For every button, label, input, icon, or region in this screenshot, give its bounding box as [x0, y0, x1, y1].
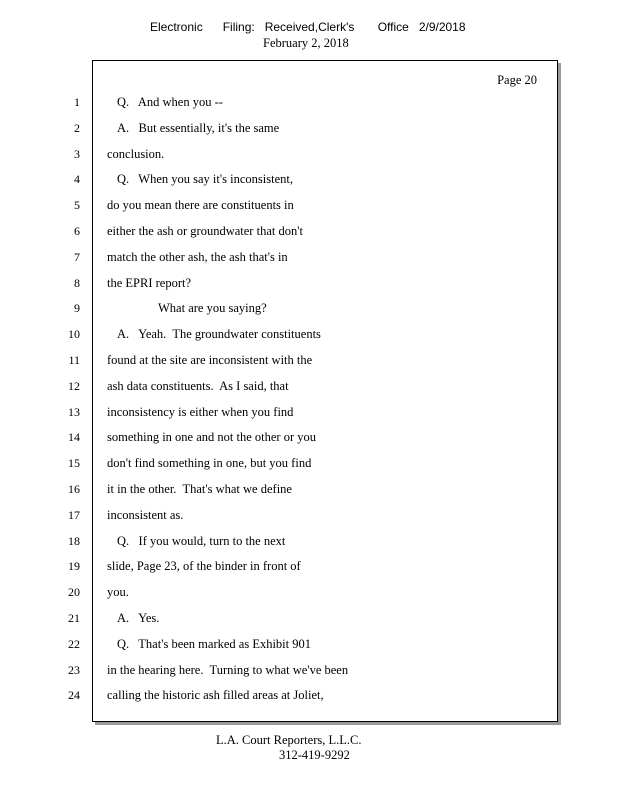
line-number: 23 — [68, 663, 80, 677]
transcript-line: something in one and not the other or you — [107, 430, 316, 444]
transcript-line: it in the other. That's what we define — [107, 482, 292, 496]
transcript-line: A. But essentially, it's the same — [117, 121, 280, 135]
transcript-line: ash data constituents. As I said, that — [107, 379, 289, 393]
transcript-line: match the other ash, the ash that's in — [107, 250, 288, 264]
transcript-line: conclusion. — [107, 147, 165, 161]
line-number: 20 — [68, 585, 80, 599]
line-number: 15 — [68, 456, 80, 470]
transcript-line: inconsistent as. — [107, 508, 184, 522]
line-number: 14 — [68, 430, 80, 444]
line-number: 7 — [74, 250, 80, 264]
line-number: 1 — [74, 95, 80, 109]
transcript-line: Q. That's been marked as Exhibit 901 — [117, 637, 311, 651]
line-number: 22 — [68, 637, 80, 651]
transcript-line: A. Yes. — [117, 611, 160, 625]
line-number: 9 — [74, 301, 80, 315]
line-number: 13 — [68, 405, 80, 419]
line-number: 18 — [68, 534, 80, 548]
page-number: Page 20 — [497, 73, 537, 87]
line-number: 11 — [68, 353, 80, 367]
transcript-date: February 2, 2018 — [263, 36, 349, 50]
line-number: 19 — [68, 559, 80, 573]
transcript-line: Q. If you would, turn to the next — [117, 534, 286, 548]
court-reporter-company: L.A. Court Reporters, L.L.C. — [216, 733, 362, 747]
transcript-line: Q. And when you -- — [117, 95, 223, 109]
transcript-line: What are you saying? — [158, 301, 267, 315]
transcript-line: do you mean there are constituents in — [107, 198, 294, 212]
transcript-line: inconsistency is either when you find — [107, 405, 294, 419]
line-number: 12 — [68, 379, 80, 393]
transcript-line: you. — [107, 585, 129, 599]
line-number: 24 — [68, 688, 80, 702]
line-number: 8 — [74, 276, 80, 290]
line-number: 17 — [68, 508, 80, 522]
line-number: 10 — [68, 327, 80, 341]
transcript-line: A. Yeah. The groundwater constituents — [117, 327, 321, 341]
transcript-line: calling the historic ash filled areas at Joliet, — [107, 688, 324, 702]
transcript-line: found at the site are inconsistent with the — [107, 353, 313, 367]
transcript-line: either the ash or groundwater that don't — [107, 224, 303, 238]
line-number: 3 — [74, 147, 80, 161]
line-number: 2 — [74, 121, 80, 135]
line-number: 16 — [68, 482, 80, 496]
court-reporter-phone: 312-419-9292 — [279, 748, 350, 762]
line-number: 5 — [74, 198, 80, 212]
line-number: 21 — [68, 611, 80, 625]
transcript-line: Q. When you say it's inconsistent, — [117, 172, 293, 186]
transcript-line: the EPRI report? — [107, 276, 192, 290]
transcript-line: don't find something in one, but you find — [107, 456, 312, 470]
transcript-line: in the hearing here. Turning to what we've been — [107, 663, 349, 677]
line-number: 4 — [74, 172, 80, 186]
line-number: 6 — [74, 224, 80, 238]
transcript-line: slide, Page 23, of the binder in front of — [107, 559, 301, 573]
filing-stamp: Electronic Filing: Received,Clerk's Office 2/9/2018 — [150, 20, 466, 34]
